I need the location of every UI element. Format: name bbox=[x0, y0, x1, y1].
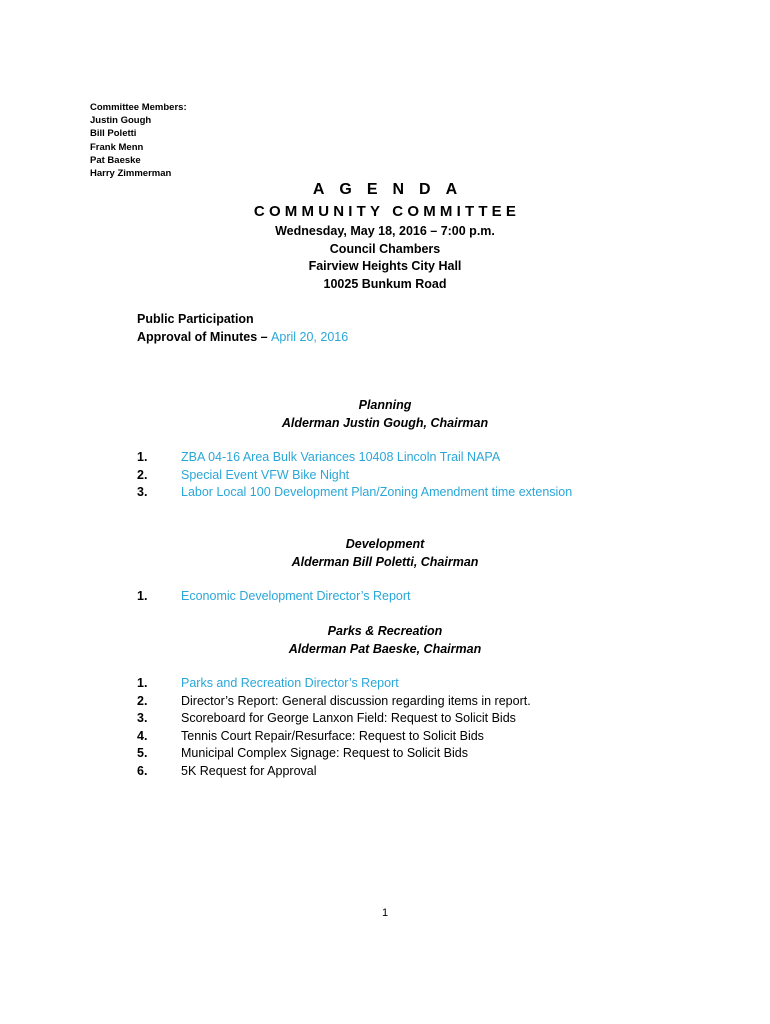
item-text: Tennis Court Repair/Resurface: Request to Solicit Bids bbox=[181, 728, 484, 743]
item-number: 1. bbox=[137, 450, 148, 464]
approval-of-minutes-label: Approval of Minutes – bbox=[137, 329, 272, 344]
public-participation: Public Participation bbox=[137, 312, 254, 326]
section-title: Parks & Recreation bbox=[327, 624, 443, 638]
item-number: 3. bbox=[137, 485, 148, 499]
item-number: 2. bbox=[137, 693, 148, 708]
item-text: Scoreboard for George Lanxon Field: Request to Solicit Bids bbox=[181, 711, 516, 725]
approval-of-minutes bbox=[137, 329, 348, 347]
member-name: Justin Gough bbox=[90, 115, 152, 127]
section-chair: Alderman Justin Gough, Chairman bbox=[281, 415, 489, 430]
preliminary-items bbox=[137, 311, 348, 346]
list-item bbox=[137, 745, 531, 763]
item-number: 1. bbox=[137, 676, 148, 690]
item-text: Municipal Complex Signage: Request to Solicit Bids bbox=[181, 746, 468, 760]
section-title: Planning bbox=[358, 398, 412, 412]
committee-title: COMMUNITY COMMITTEE bbox=[253, 203, 521, 220]
list-item bbox=[137, 728, 531, 746]
item-number: 2. bbox=[137, 467, 148, 482]
list-item bbox=[137, 763, 531, 781]
member-name: Harry Zimmerman bbox=[90, 168, 172, 180]
item-link[interactable]: Labor Local 100 Development Plan/Zoning Amendment time extension bbox=[181, 485, 573, 499]
section-planning-header bbox=[0, 397, 770, 432]
item-link[interactable]: ZBA 04-16 Area Bulk Variances 10408 Lincoln Trail NAPA bbox=[181, 450, 501, 464]
section-parks-recreation-items bbox=[137, 675, 531, 780]
section-development-items bbox=[137, 588, 411, 606]
list-item bbox=[137, 693, 531, 711]
committee-members bbox=[90, 101, 187, 180]
list-item bbox=[137, 675, 531, 693]
agenda-title-block bbox=[0, 179, 770, 293]
item-text: Director’s Report: General discussion regarding items in report. bbox=[181, 693, 531, 708]
committee-members-heading: Committee Members: bbox=[90, 102, 187, 113]
section-development-header bbox=[0, 536, 770, 571]
minutes-link[interactable]: April 20, 2016 bbox=[271, 329, 349, 344]
item-number: 3. bbox=[137, 711, 148, 725]
member-name: Bill Poletti bbox=[90, 128, 137, 140]
item-link[interactable]: Special Event VFW Bike Night bbox=[181, 467, 350, 482]
page-number: 1 bbox=[381, 907, 389, 919]
item-link[interactable]: Economic Development Director’s Report bbox=[181, 589, 411, 603]
item-number: 1. bbox=[137, 589, 148, 603]
meeting-address: 10025 Bunkum Road bbox=[323, 276, 447, 291]
list-item bbox=[137, 467, 572, 485]
item-text: 5K Request for Approval bbox=[181, 763, 317, 778]
item-number: 4. bbox=[137, 728, 148, 743]
item-number: 5. bbox=[137, 746, 148, 760]
section-chair: Alderman Bill Poletti, Chairman bbox=[291, 554, 479, 569]
meeting-location: Council Chambers bbox=[329, 241, 441, 256]
section-chair: Alderman Pat Baeske, Chairman bbox=[288, 641, 482, 656]
item-number: 6. bbox=[137, 763, 148, 778]
section-title: Development bbox=[345, 537, 425, 551]
section-parks-recreation-header bbox=[0, 623, 770, 658]
list-item bbox=[137, 484, 572, 502]
meeting-date-time: Wednesday, May 18, 2016 – 7:00 p.m. bbox=[275, 224, 495, 238]
agenda-title: AGENDA bbox=[312, 181, 473, 198]
item-link[interactable]: Parks and Recreation Director’s Report bbox=[181, 676, 399, 690]
member-name: Pat Baeske bbox=[90, 154, 141, 166]
meeting-building: Fairview Heights City Hall bbox=[308, 259, 462, 273]
list-item bbox=[137, 588, 411, 606]
list-item bbox=[137, 710, 531, 728]
member-name: Frank Menn bbox=[90, 141, 144, 153]
section-planning-items bbox=[137, 449, 572, 502]
list-item bbox=[137, 449, 572, 467]
